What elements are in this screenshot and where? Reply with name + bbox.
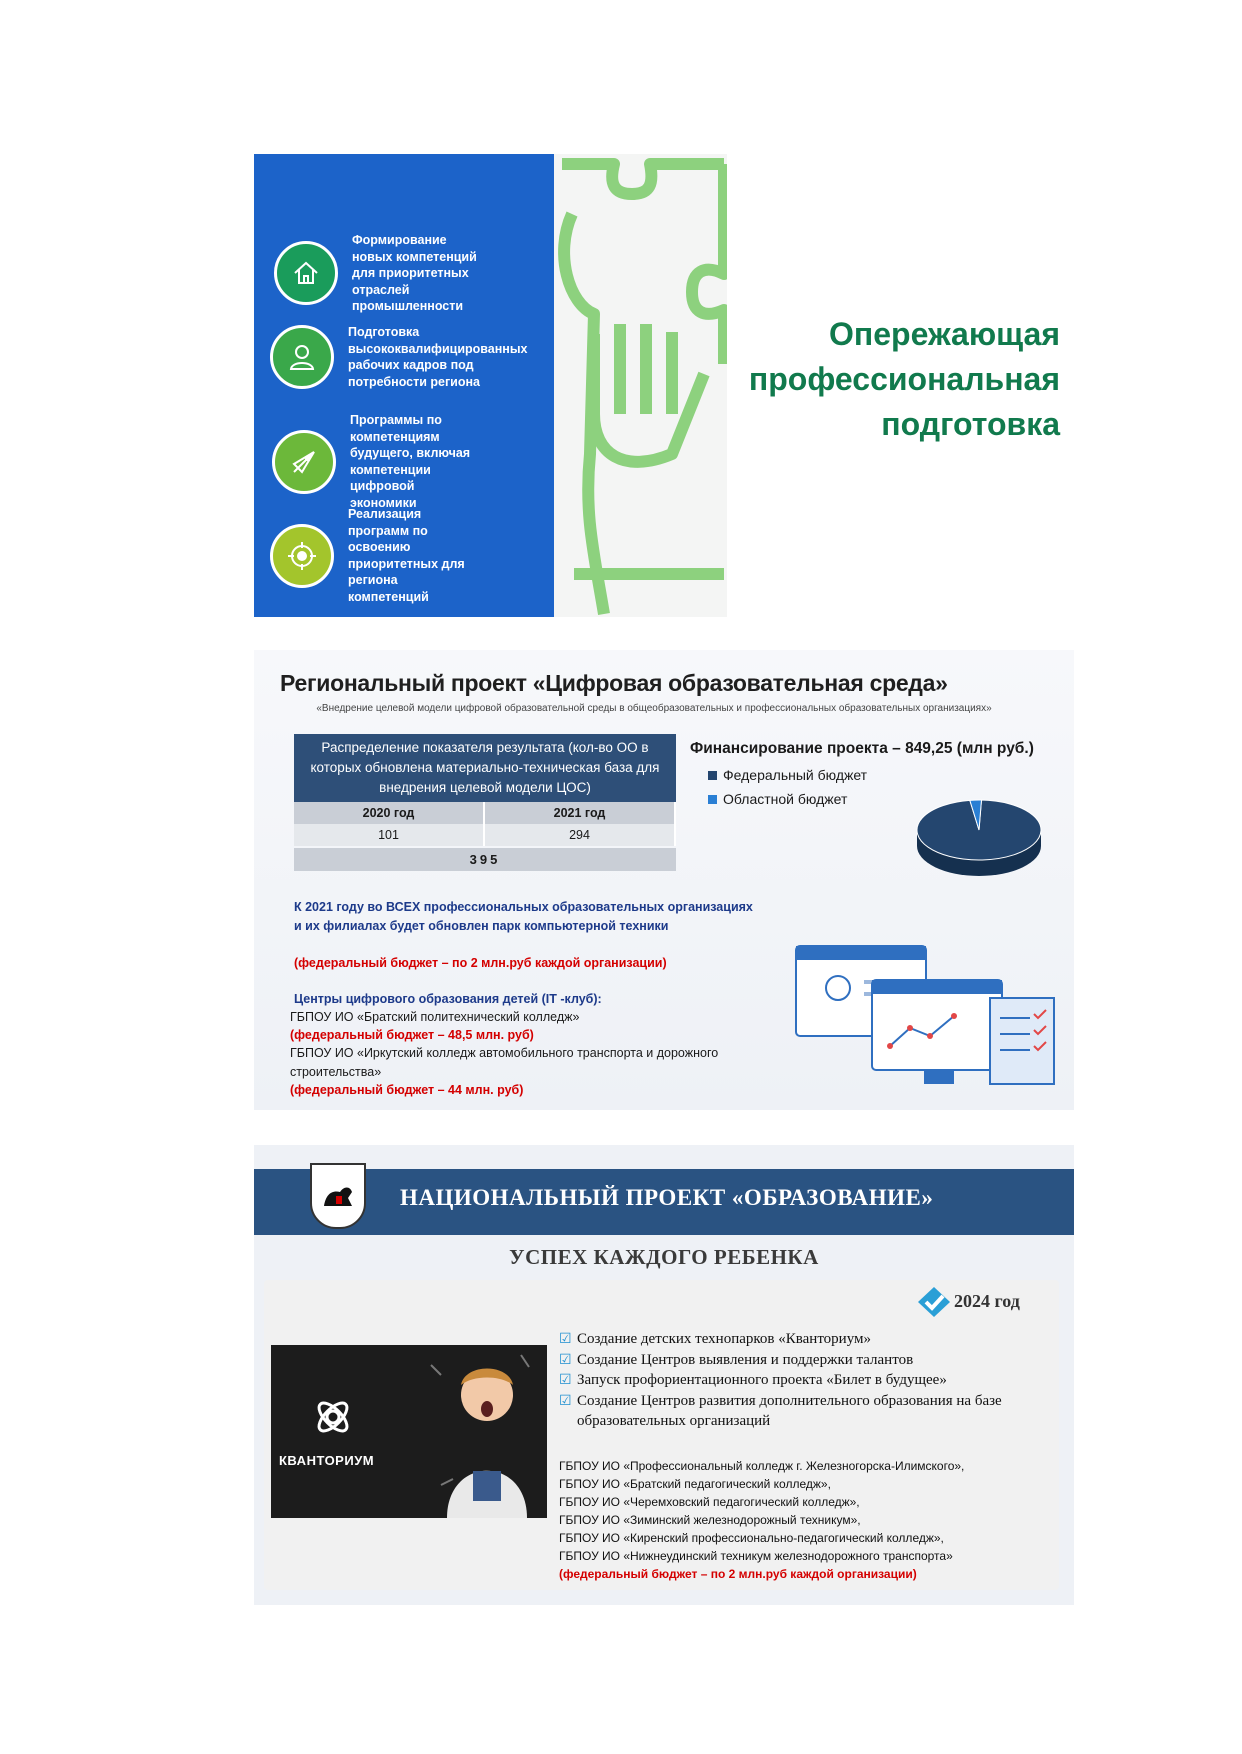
kvantorium-logo-icon [311,1395,355,1439]
checkbox-icon: ☑ [559,1372,572,1388]
table-col-2021: 2021 год [485,802,676,824]
s1-item-1 [274,232,477,315]
kvantorium-image [271,1345,547,1518]
bullet-text: К 2021 году во ВСЕХ профессиональных образовательных организациях и их филиалах будет обновлен парк компьютерной техники [294,900,753,933]
person-icon [270,325,334,389]
list-item-text: Создание Центров выявления и поддержки талантов [577,1351,914,1368]
org-bratsk-note: (федеральный бюджет – 48,5 млн. руб) [290,1028,534,1042]
slide2-title: Региональный проект «Цифровая образовательная среда» [280,670,948,696]
financing-pie-chart [914,790,1044,890]
bullet-note: (федеральный бюджет – по 2 млн.руб каждой организации) [294,956,667,970]
s1-item-text: Подготовка высококвалифицированных рабочих кадров под потребности региона [348,325,528,389]
legend-swatch [708,771,717,780]
slide-digital-environment [254,650,1074,1110]
table-cell: 294 [485,824,676,846]
computer-monitors-illustration [794,940,1064,1100]
legend-item [708,767,867,783]
table-row [294,802,676,824]
list-item [559,1370,1059,1391]
s1-item-text: Формирование новых компетенций для приоритетных отраслей промышленности [352,233,477,313]
table-col-2020: 2020 год [294,802,485,824]
table-total: 395 [294,848,676,871]
target-icon [270,524,334,588]
college-item: ГБПОУ ИО «Зиминский железнодорожный техникум», [559,1513,861,1527]
org-bratsk: ГБПОУ ИО «Братский политехнический колледж» [290,1010,580,1024]
year-label: 2024 год [954,1291,1020,1311]
bullet-computers [294,898,764,935]
legend-item [708,791,847,807]
college-item: ГБПОУ ИО «Киренский профессионально-педагогический колледж», [559,1531,944,1545]
success-heading: УСПЕХ КАЖДОГО РЕБЕНКА [509,1245,819,1269]
list-item-text: Создание Центров развития дополнительного образования на базе образовательных организаций [577,1392,1002,1429]
college-item: ГБПОУ ИО «Профессиональный колледж г. Железногорска-Илимского», [559,1459,965,1473]
s1-item-text: Программы по компетенциям будущего, включая компетенции цифровой экономики [350,413,471,510]
child-illustration [421,1345,547,1518]
legend-swatch [708,795,717,804]
table-header: Распределение показателя результата (кол-во ОО в которых обновлена материально-техническая база для внедрения целевой модели ЦОС) [294,734,676,802]
colleges-list [559,1457,1059,1583]
initiatives-list [559,1329,1059,1432]
budget-note: (федеральный бюджет – по 2 млн.руб каждой организации) [559,1567,917,1581]
checkbox-icon: ☑ [559,1331,572,1347]
bullet-it-club: Центры цифрового образования детей (IT -клуб): [294,992,602,1006]
national-project-title: НАЦИОНАЛЬНЫЙ ПРОЕКТ «ОБРАЗОВАНИЕ» [400,1185,934,1210]
list-item [559,1329,1059,1350]
table-row [294,824,676,846]
financing-label: Финансирование проекта – 849,25 (млн руб.) [690,740,1034,757]
list-item [559,1350,1059,1371]
s1-item-4 [270,506,465,605]
rocket-icon [272,430,336,494]
college-item: ГБПОУ ИО «Нижнеудинский техникум железнодорожного транспорта» [559,1549,953,1563]
table-cell: 101 [294,824,485,846]
s1-item-text: Реализация программ по освоению приоритетных для региона компетенций [348,507,465,604]
kvantorium-logo-text: КВАНТОРИУМ [279,1453,375,1468]
s1-item-3 [272,412,470,511]
checkbox-icon: ☑ [559,1351,572,1368]
slide2-subtitle: «Внедрение целевой модели цифровой образовательной среды в общеобразовательных и профессиональных образовательных организациях» [316,703,992,714]
org-irkutsk: ГБПОУ ИО «Иркутский колледж автомобильного транспорта и дорожного строительства» [290,1046,719,1079]
legend-label: Федеральный бюджет [723,767,868,783]
college-item: ГБПОУ ИО «Черемховский педагогический колледж», [559,1495,860,1509]
org-irkutsk-note: (федеральный бюджет – 44 млн. руб) [290,1083,524,1097]
legend-label: Областной бюджет [723,791,848,807]
results-table [294,734,676,871]
list-item-text: Создание детских технопарков «Кванториум» [577,1331,872,1347]
check-badge-icon [916,1285,952,1319]
slide1-title: Опережающая профессиональная подготовка [748,316,1060,442]
list-item [559,1391,1059,1432]
s1-item-2 [270,324,528,390]
irkutsk-crest [310,1163,366,1229]
slide-national-project [254,1145,1074,1605]
list-item-text: Запуск профориентационного проекта «Билет в будущее» [577,1372,947,1388]
checkbox-icon: ☑ [559,1392,572,1409]
slide1-blue-panel [254,154,554,617]
home-icon [274,241,338,305]
college-item: ГБПОУ ИО «Братский педагогический колледж», [559,1477,831,1491]
slide-advanced-training [254,154,727,617]
